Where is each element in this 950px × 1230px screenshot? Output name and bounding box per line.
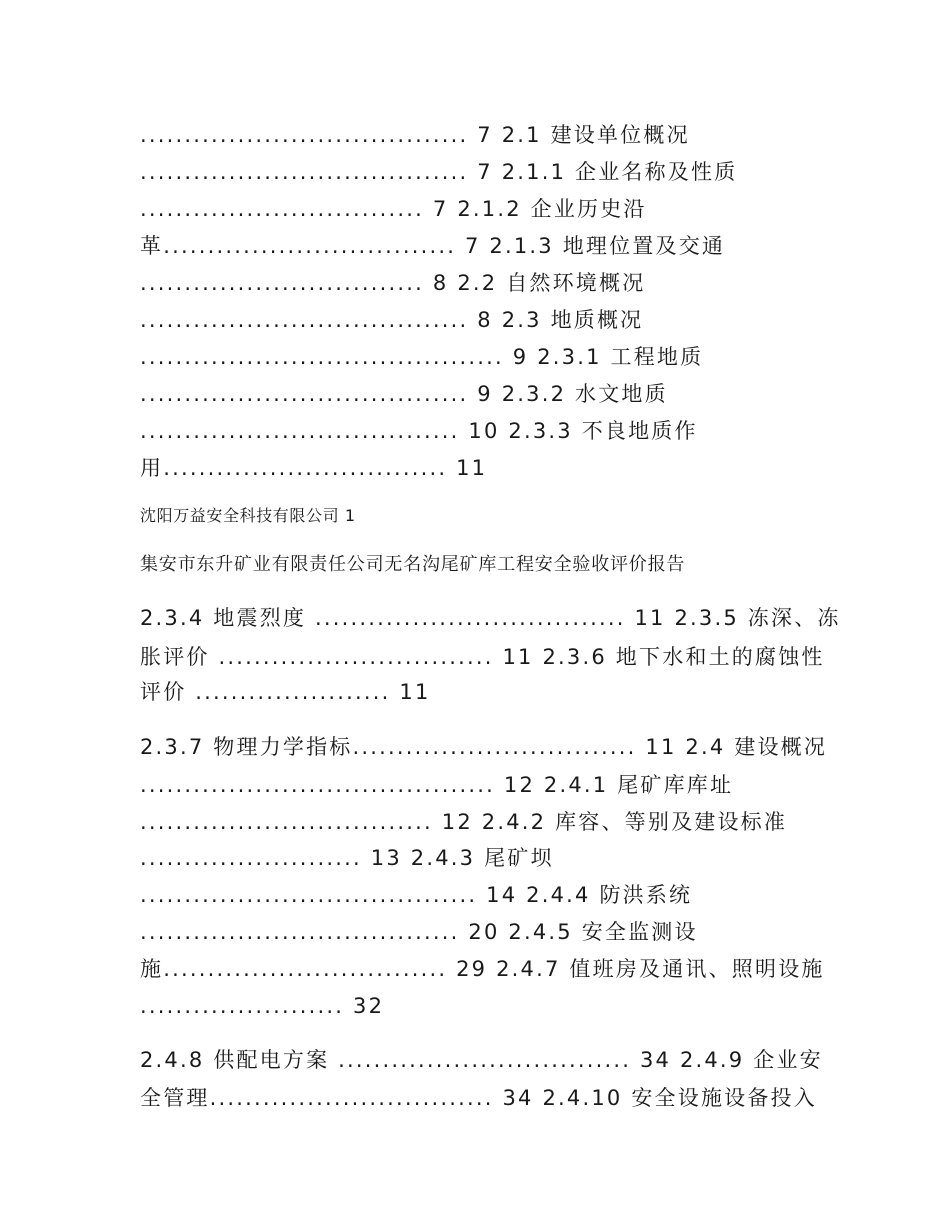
toc-line: 2.4.8 供配电方案 ................................. 34 2.4.9 企业安 bbox=[140, 1048, 823, 1072]
toc-line: 评价 ...................... 11 bbox=[140, 680, 431, 704]
toc-line: ....................... 32 bbox=[140, 994, 385, 1018]
page-footer: 沈阳万益安全科技有限公司 1 bbox=[140, 506, 356, 525]
toc-line: .................................... 20 2.4.5 安全监测设 bbox=[140, 920, 698, 944]
toc-line: 2.3.4 地震烈度 ................................... 11 2.3.5 冻深、冻 bbox=[140, 606, 841, 630]
toc-line: 革................................. 7 2.1.3 地理位置及交通 bbox=[140, 234, 726, 258]
toc-line: 施................................ 29 2.4.7 值班房及通讯、照明设施 bbox=[140, 957, 825, 981]
toc-line: ......................... 13 2.4.3 尾矿坝 bbox=[140, 846, 554, 870]
toc-line: .................................... 10 2.3.3 不良地质作 bbox=[140, 419, 698, 443]
toc-line: 2.3.7 物理力学指标................................ 11 2.4 建设概况 bbox=[140, 735, 828, 759]
toc-line: ................................ 8 2.2 自然环境概况 bbox=[140, 271, 646, 295]
page-header: 集安市东升矿业有限责任公司无名沟尾矿库工程安全验收评价报告 bbox=[140, 554, 686, 575]
toc-line: ..................................... 7 2.1.1 企业名称及性质 bbox=[140, 160, 738, 184]
toc-line: ..................................... 8 2.3 地质概况 bbox=[140, 308, 644, 332]
toc-line: ................................. 12 2.4.2 库容、等别及建设标准 bbox=[140, 810, 788, 834]
toc-line: 用................................ 11 bbox=[140, 456, 488, 480]
toc-line: ......................................... 9 2.3.1 工程地质 bbox=[140, 345, 704, 369]
toc-line: ........................................ 12 2.4.1 尾矿库库址 bbox=[140, 773, 734, 797]
toc-line: ................................ 7 2.1.2 企业历史沿 bbox=[140, 197, 647, 221]
toc-line: ..................................... 7 2.1 建设单位概况 bbox=[140, 123, 690, 147]
toc-line: ...................................... 14 2.4.4 防洪系统 bbox=[140, 883, 693, 907]
toc-line: ..................................... 9 2.3.2 水文地质 bbox=[140, 382, 668, 406]
toc-line: 胀评价 ............................... 11 2.3.6 地下水和土的腐蚀性 bbox=[140, 645, 825, 669]
toc-line: 全管理................................ 34 2.4.10 安全设施设备投入 bbox=[140, 1086, 817, 1110]
